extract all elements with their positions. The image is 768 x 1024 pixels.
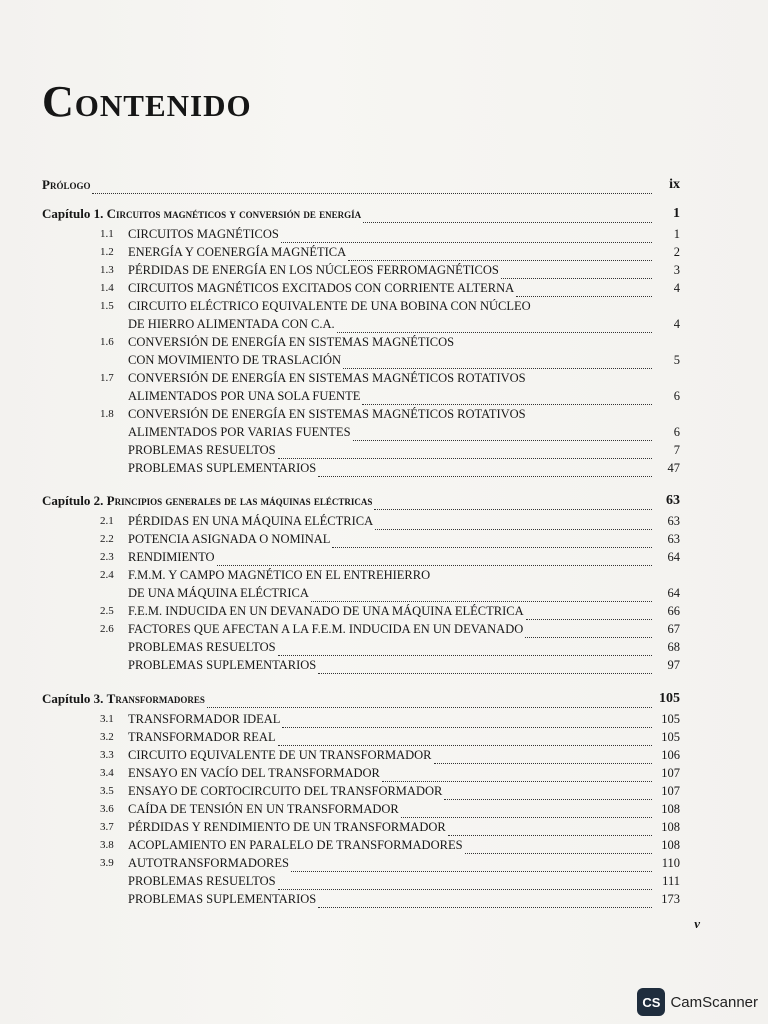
section-entry: [100, 279, 680, 297]
section-title: ENSAYO DE CORTOCIRCUITO DEL TRANSFORMADOR: [128, 784, 443, 798]
dot-leader: [332, 534, 652, 548]
chapter-label: Capítulo 3.: [42, 691, 104, 706]
section-number: 1.2: [100, 246, 114, 258]
camscanner-watermark: [637, 988, 758, 1016]
section-number: 1.7: [100, 372, 114, 384]
page-title: Contenido: [42, 77, 252, 126]
section-title: ENERGÍA Y COENERGÍA MAGNÉTICA: [128, 245, 347, 259]
section-page: 4: [673, 317, 680, 331]
section-title: AUTOTRANSFORMADORES: [128, 856, 289, 870]
section-page: 63: [667, 532, 680, 546]
section-entry-continued: [100, 423, 680, 441]
section-title: PROBLEMAS SUPLEMENTARIOS: [128, 892, 317, 906]
section-title: CONVERSIÓN DE ENERGÍA EN SISTEMAS MAGNÉTICOS ROTATIVOS: [128, 407, 526, 421]
dot-leader: [526, 606, 652, 620]
section-page: 7: [673, 443, 680, 457]
dot-leader: [362, 391, 652, 405]
dot-leader: [516, 283, 652, 297]
section-entry: [100, 836, 680, 854]
section-number: 3.6: [100, 803, 114, 815]
section-entry: [100, 746, 680, 764]
section-title: PROBLEMAS SUPLEMENTARIOS: [128, 658, 317, 672]
section-entry-continued: [100, 351, 680, 369]
section-entry: [100, 872, 680, 890]
dot-leader: [217, 552, 652, 566]
dot-leader: [281, 229, 652, 243]
section-page: 66: [667, 604, 680, 618]
camscanner-label: CamScanner: [670, 993, 758, 1011]
section-entry: [100, 800, 680, 818]
section-entry: [100, 333, 680, 351]
section-number: 1.3: [100, 264, 114, 276]
dot-leader: [278, 876, 652, 890]
section-number: 2.4: [100, 569, 114, 581]
dot-leader: [207, 694, 652, 708]
section-title: CONVERSIÓN DE ENERGÍA EN SISTEMAS MAGNÉTICOS ROTATIVOS: [128, 371, 526, 385]
section-number: 2.5: [100, 605, 114, 617]
section-title: POTENCIA ASIGNADA O NOMINAL: [128, 532, 331, 546]
section-number: 1.8: [100, 408, 114, 420]
chapter-page: 63: [666, 493, 680, 508]
section-title-cont: ALIMENTADOS POR VARIAS FUENTES: [128, 425, 351, 439]
section-number: 3.4: [100, 767, 114, 779]
section-title: ENSAYO EN VACÍO DEL TRANSFORMADOR: [128, 766, 380, 780]
section-number: 1.6: [100, 336, 114, 348]
dot-leader: [337, 319, 652, 333]
section-page: 110: [661, 856, 680, 870]
section-entry: [100, 710, 680, 728]
dot-leader: [282, 714, 652, 728]
section-title: PROBLEMAS RESUELTOS: [128, 443, 276, 457]
section-number: 3.5: [100, 785, 114, 797]
section-entry: [100, 548, 680, 566]
prologo-page: ix: [669, 177, 680, 192]
section-page: 106: [661, 748, 680, 762]
section-entry: [100, 459, 680, 477]
section-title: PÉRDIDAS DE ENERGÍA EN LOS NÚCLEOS FERROMAGNÉTICOS: [128, 263, 499, 277]
section-number: 1.1: [100, 228, 114, 240]
section-page: 107: [661, 766, 680, 780]
section-page: 63: [667, 514, 680, 528]
section-entry: [100, 441, 680, 459]
dot-leader: [278, 732, 652, 746]
section-title: CIRCUITO EQUIVALENTE DE UN TRANSFORMADOR: [128, 748, 432, 762]
dot-leader: [448, 822, 652, 836]
section-page: 6: [673, 389, 680, 403]
section-title: PROBLEMAS RESUELTOS: [128, 640, 276, 654]
dot-leader: [525, 624, 652, 638]
section-page: 105: [661, 730, 680, 744]
section-entry: [100, 602, 680, 620]
section-entry: [100, 225, 680, 243]
section-number: 3.8: [100, 839, 114, 851]
section-title: PROBLEMAS RESUELTOS: [128, 874, 276, 888]
dot-leader: [278, 642, 652, 656]
dot-leader: [318, 894, 652, 908]
chapter-entry: [42, 205, 680, 223]
section-entry: [100, 512, 680, 530]
section-entry-continued: [100, 387, 680, 405]
section-entry: [100, 566, 680, 584]
chapter-label: Capítulo 1.: [42, 206, 104, 221]
dot-leader: [318, 660, 652, 674]
dot-leader: [375, 516, 652, 530]
section-entry: [100, 261, 680, 279]
section-number: 3.7: [100, 821, 114, 833]
dot-leader: [343, 355, 652, 369]
dot-leader: [348, 247, 652, 261]
section-page: 2: [673, 245, 680, 259]
chapter-entry: [42, 690, 680, 708]
section-entry: [100, 620, 680, 638]
section-title-cont: CON MOVIMIENTO DE TRASLACIÓN: [128, 353, 342, 367]
section-title: CIRCUITOS MAGNÉTICOS: [128, 227, 279, 241]
section-entry: [100, 405, 680, 423]
section-page: 64: [667, 586, 680, 600]
prologo-label: Prólogo: [42, 177, 91, 192]
section-entry: [100, 369, 680, 387]
section-title: TRANSFORMADOR IDEAL: [128, 712, 281, 726]
section-number: 3.9: [100, 857, 114, 869]
chapter-entry: [42, 492, 680, 510]
section-title: PÉRDIDAS EN UNA MÁQUINA ELÉCTRICA: [128, 514, 374, 528]
section-entry-continued: [100, 584, 680, 602]
section-title: CIRCUITO ELÉCTRICO EQUIVALENTE DE UNA BOBINA CON NÚCLEO: [128, 299, 531, 313]
section-title: CIRCUITOS MAGNÉTICOS EXCITADOS CON CORRIENTE ALTERNA: [128, 281, 515, 295]
section-page: 64: [667, 550, 680, 564]
section-entry: [100, 638, 680, 656]
section-number: 2.2: [100, 533, 114, 545]
section-page: 6: [673, 425, 680, 439]
section-page: 68: [667, 640, 680, 654]
dot-leader: [92, 180, 652, 194]
section-entry: [100, 782, 680, 800]
section-entry: [100, 656, 680, 674]
dot-leader: [465, 840, 652, 854]
section-number: 3.3: [100, 749, 114, 761]
dot-leader: [318, 463, 652, 477]
section-title: RENDIMIENTO: [128, 550, 215, 564]
section-page: 107: [661, 784, 680, 798]
section-entry: [100, 818, 680, 836]
section-entry: [100, 530, 680, 548]
dot-leader: [501, 265, 652, 279]
section-page: 5: [673, 353, 680, 367]
section-number: 2.3: [100, 551, 114, 563]
section-entry: [100, 728, 680, 746]
section-title: F.M.M. Y CAMPO MAGNÉTICO EN EL ENTREHIERRO: [128, 568, 431, 582]
dot-leader: [311, 588, 652, 602]
section-title: F.E.M. INDUCIDA EN UN DEVANADO DE UNA MÁQUINA ELÉCTRICA: [128, 604, 524, 618]
dot-leader: [291, 858, 652, 872]
section-page: 108: [661, 838, 680, 852]
section-number: 1.4: [100, 282, 114, 294]
section-title: CAÍDA DE TENSIÓN EN UN TRANSFORMADOR: [128, 802, 399, 816]
section-number: 2.1: [100, 515, 114, 527]
section-title-cont: DE UNA MÁQUINA ELÉCTRICA: [128, 586, 309, 600]
chapter-title: Principios generales de las máquinas eléctricas: [106, 493, 373, 508]
section-entry: [100, 243, 680, 261]
section-page: 47: [667, 461, 680, 475]
section-title: FACTORES QUE AFECTAN A LA F.E.M. INDUCIDA EN UN DEVANADO: [128, 622, 524, 636]
section-page: 108: [661, 820, 680, 834]
section-page: 97: [667, 658, 680, 672]
chapter-page: 105: [659, 691, 680, 706]
section-page: 1: [673, 227, 680, 241]
dot-leader: [374, 496, 652, 510]
section-number: 3.2: [100, 731, 114, 743]
section-page: 108: [661, 802, 680, 816]
section-entry: [100, 297, 680, 315]
dot-leader: [401, 804, 652, 818]
section-number: 3.1: [100, 713, 114, 725]
section-number: 2.6: [100, 623, 114, 635]
section-page: 105: [661, 712, 680, 726]
section-page: 173: [661, 892, 680, 906]
dot-leader: [278, 445, 652, 459]
chapter-title: Circuitos magnéticos y conversión de energía: [106, 206, 362, 221]
section-entry: [100, 764, 680, 782]
section-title: CONVERSIÓN DE ENERGÍA EN SISTEMAS MAGNÉTICOS: [128, 335, 455, 349]
chapter-page: 1: [673, 206, 680, 221]
dot-leader: [353, 427, 652, 441]
section-title: ACOPLAMIENTO EN PARALELO DE TRANSFORMADORES: [128, 838, 463, 852]
section-title-cont: ALIMENTADOS POR UNA SOLA FUENTE: [128, 389, 361, 403]
dot-leader: [382, 768, 652, 782]
section-title: PROBLEMAS SUPLEMENTARIOS: [128, 461, 317, 475]
section-title: TRANSFORMADOR REAL: [128, 730, 276, 744]
chapter-title: Transformadores: [106, 691, 205, 706]
chapter-label: Capítulo 2.: [42, 493, 104, 508]
section-page: 111: [662, 874, 680, 888]
dot-leader: [444, 786, 652, 800]
section-number: 1.5: [100, 300, 114, 312]
section-page: 3: [673, 263, 680, 277]
page-number: v: [694, 916, 700, 931]
section-title: PÉRDIDAS Y RENDIMIENTO DE UN TRANSFORMADOR: [128, 820, 446, 834]
camscanner-logo-icon: CS: [637, 988, 665, 1016]
dot-leader: [434, 750, 653, 764]
section-title-cont: DE HIERRO ALIMENTADA CON C.A.: [128, 317, 335, 331]
section-page: 4: [673, 281, 680, 295]
prologo-entry: [42, 176, 680, 194]
section-page: 67: [667, 622, 680, 636]
section-entry-continued: [100, 315, 680, 333]
section-entry: [100, 890, 680, 908]
section-entry: [100, 854, 680, 872]
dot-leader: [363, 209, 652, 223]
